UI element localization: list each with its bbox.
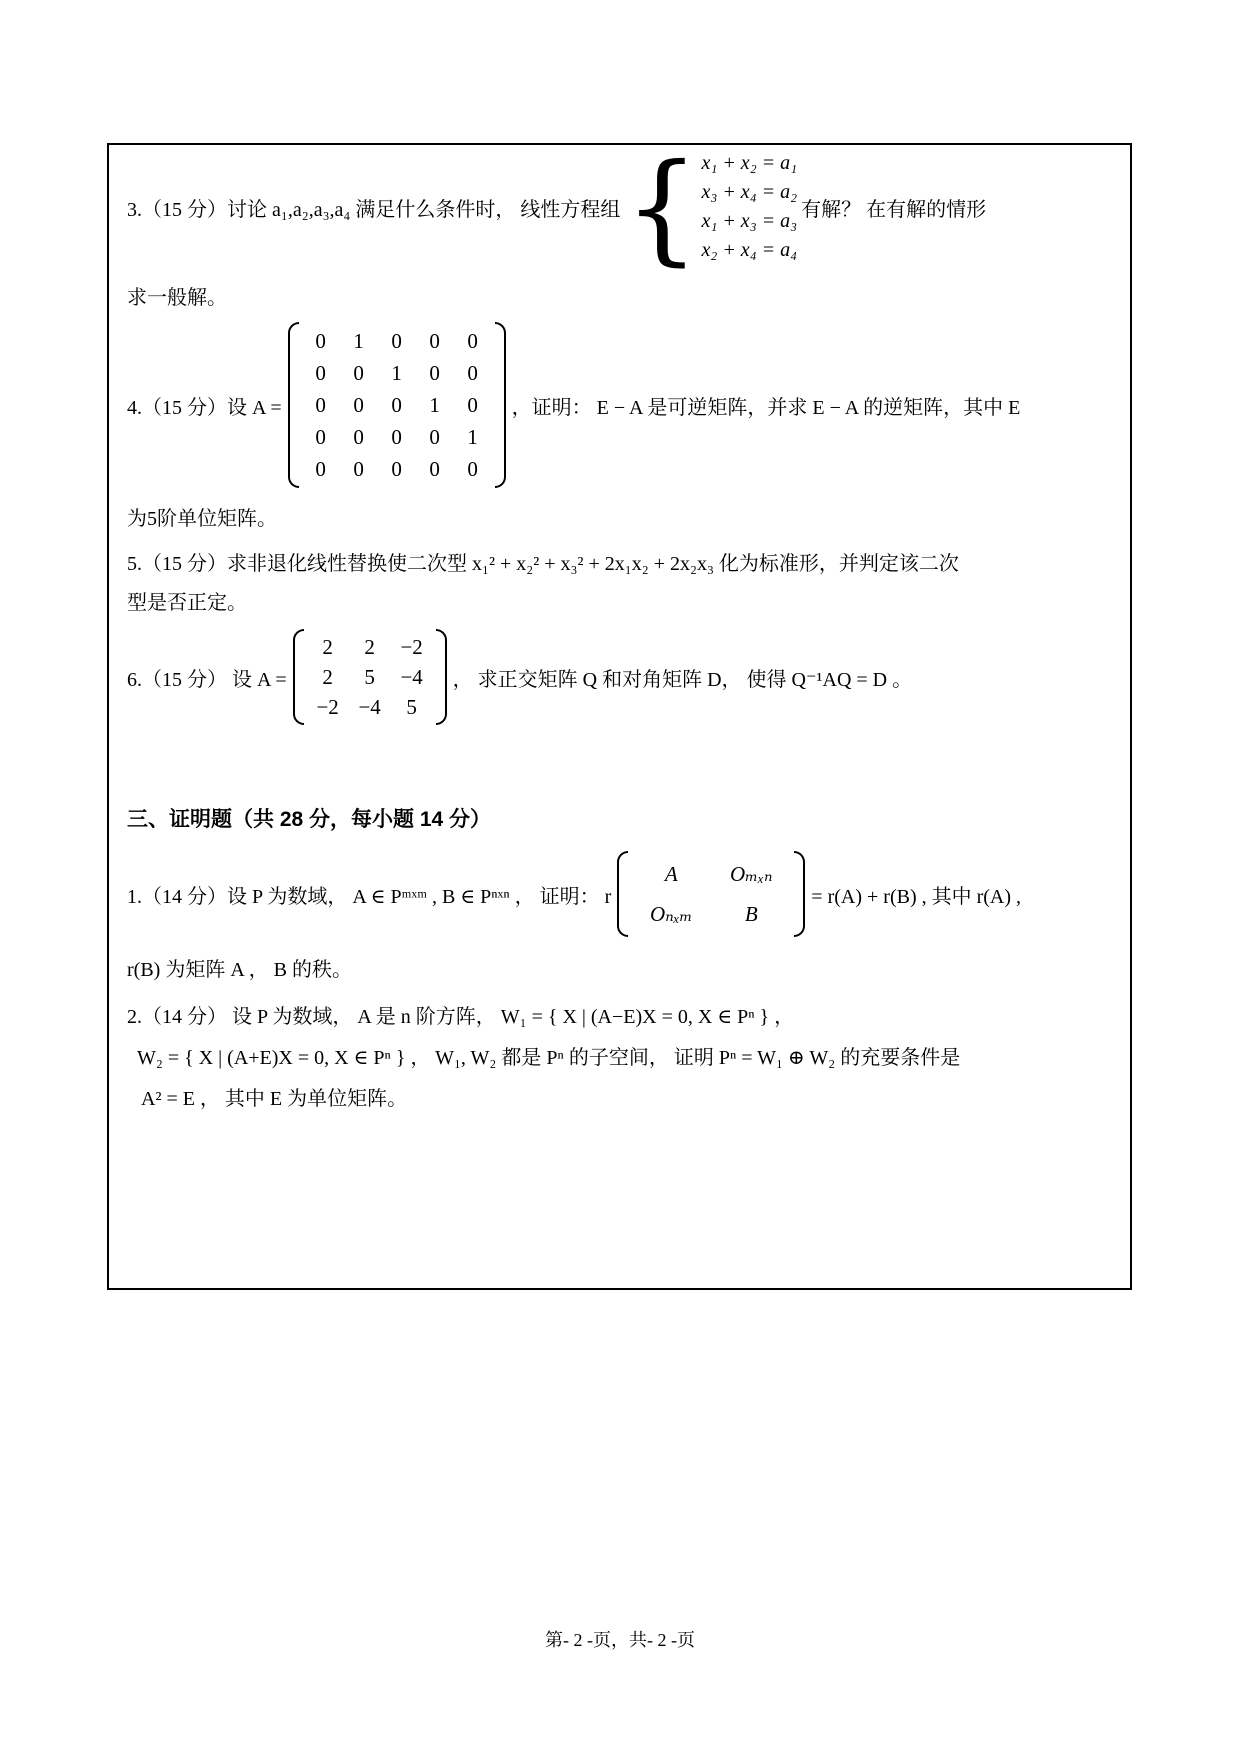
equation-line: x₁ + x₂ = a₁: [701, 152, 798, 174]
matrix-cell: 0: [429, 425, 440, 449]
matrix-cell: A: [664, 862, 678, 886]
question-5-line2: 型是否正定。: [127, 592, 247, 614]
equation-line: x₃ + x₄ = a₂: [701, 181, 798, 203]
equation-line: x₁ + x₃ = a₃: [701, 210, 798, 232]
matrix-cell: 0: [391, 425, 402, 449]
matrix-cell: 0: [315, 457, 326, 481]
matrix-cell: −2: [316, 695, 339, 719]
matrix-cell: 0: [353, 361, 364, 385]
equation-system-lines: [701, 149, 797, 265]
matrix-row: [631, 854, 791, 894]
matrix-row: [302, 389, 492, 421]
proof-question-1: [127, 849, 1114, 939]
matrix-cell: 0: [467, 457, 478, 481]
proof-1-continuation: r(B) 为矩阵 A ， B 的秩。: [127, 959, 352, 981]
question-4-continuation: 为5阶单位矩阵。: [127, 508, 277, 530]
matrix-q6: [293, 627, 447, 727]
matrix-cell: 1: [429, 393, 440, 417]
matrix-cell: 0: [353, 457, 364, 481]
question-6-trail: ， 求正交矩阵 Q 和对角矩阵 D， 使得 Q⁻¹AQ = D 。: [452, 668, 913, 691]
matrix-q4-body: [302, 325, 492, 485]
matrix-cell: 0: [315, 425, 326, 449]
question-3-trail: 有解？ 在有解的情形: [801, 198, 987, 221]
matrix-row: [302, 421, 492, 453]
matrix-cell: 1: [391, 361, 402, 385]
equation-line: x₂ + x₄ = a₄: [701, 239, 798, 261]
matrix-block-p1: [617, 849, 805, 939]
matrix-cell: 1: [467, 425, 478, 449]
matrix-cell: 0: [467, 361, 478, 385]
matrix-cell: 1: [353, 329, 364, 353]
question-6-lead: 6.（15 分） 设 A =: [127, 668, 287, 691]
matrix-row: [631, 894, 791, 934]
matrix-row: [302, 453, 492, 485]
matrix-cell: −2: [400, 635, 423, 659]
matrix-cell: Oₙₓₘ: [650, 902, 693, 926]
proof-1-lead: 1.（14 分）设 P 为数域， A ∈ Pᵐˣᵐ , B ∈ Pⁿˣⁿ ， 证明： r: [127, 885, 612, 908]
matrix-cell: Oₘₓₙ: [730, 862, 773, 886]
matrix-cell: 2: [364, 635, 375, 659]
matrix-row: [307, 692, 433, 722]
question-3-continuation: 求一般解。: [127, 287, 227, 309]
matrix-cell: 5: [406, 695, 417, 719]
question-3-lead: 3.（15 分）讨论 a₁,a₂,a₃,a₄ 满足什么条件时， 线性方程组: [127, 198, 621, 221]
proof-1-trail: = r(A) + r(B) , 其中 r(A) ,: [811, 885, 1022, 908]
proof-2-line1: 2.（14 分） 设 P 为数域， A 是 n 阶方阵， W₁ = { X | (A−E)X = 0, X ∈ Pⁿ } ，: [127, 1006, 795, 1028]
question-6: [127, 627, 1114, 727]
matrix-cell: 2: [322, 665, 333, 689]
question-3: [127, 143, 1114, 278]
matrix-cell: 0: [467, 393, 478, 417]
question-5-line1: 5.（15 分）求非退化线性替换使二次型 x₁² + x₂² + x₃² + 2x₁x₂ + 2x₂x₃ 化为标准形，并判定该二次: [127, 553, 959, 575]
matrix-cell: 0: [391, 329, 402, 353]
matrix-row: [302, 325, 492, 357]
matrix-cell: 0: [429, 361, 440, 385]
page-footer: 第- 2 -页，共- 2 -页: [545, 1630, 695, 1650]
matrix-q6-body: [307, 632, 433, 722]
matrix-cell: 0: [467, 329, 478, 353]
equation-system: [624, 143, 798, 278]
matrix-row: [307, 662, 433, 692]
matrix-cell: 0: [429, 457, 440, 481]
matrix-q4: [288, 320, 506, 490]
proof-2-line3: A² = E ， 其中 E 为单位矩阵。: [141, 1088, 408, 1110]
matrix-block-p1-body: [631, 854, 791, 934]
content-border-box: [107, 143, 1132, 1290]
question-4: [127, 320, 1114, 490]
question-4-trail: ，证明： E − A 是可逆矩阵，并求 E − A 的逆矩阵，其中 E: [511, 396, 1021, 419]
matrix-cell: 0: [353, 425, 364, 449]
matrix-cell: 0: [315, 361, 326, 385]
matrix-cell: 0: [353, 393, 364, 417]
matrix-cell: 0: [315, 393, 326, 417]
matrix-cell: 2: [322, 635, 333, 659]
matrix-cell: 0: [429, 329, 440, 353]
matrix-cell: B: [744, 902, 758, 926]
question-4-lead: 4.（15 分）设 A =: [127, 396, 282, 419]
matrix-row: [302, 357, 492, 389]
matrix-cell: 0: [391, 457, 402, 481]
left-brace-glyph: {: [624, 143, 700, 278]
matrix-cell: 5: [364, 665, 375, 689]
proof-2-line2: W₂ = { X | (A+E)X = 0, X ∈ Pⁿ } ， W₁, W₂ 都是 Pⁿ 的子空间， 证明 Pⁿ = W₁ ⊕ W₂ 的充要条件是: [137, 1047, 961, 1069]
matrix-row: [307, 632, 433, 662]
matrix-cell: −4: [400, 665, 423, 689]
section-3-title: 三、证明题（共 28 分，每小题 14 分）: [127, 808, 492, 831]
matrix-cell: −4: [358, 695, 381, 719]
matrix-cell: 0: [391, 393, 402, 417]
matrix-cell: 0: [315, 329, 326, 353]
